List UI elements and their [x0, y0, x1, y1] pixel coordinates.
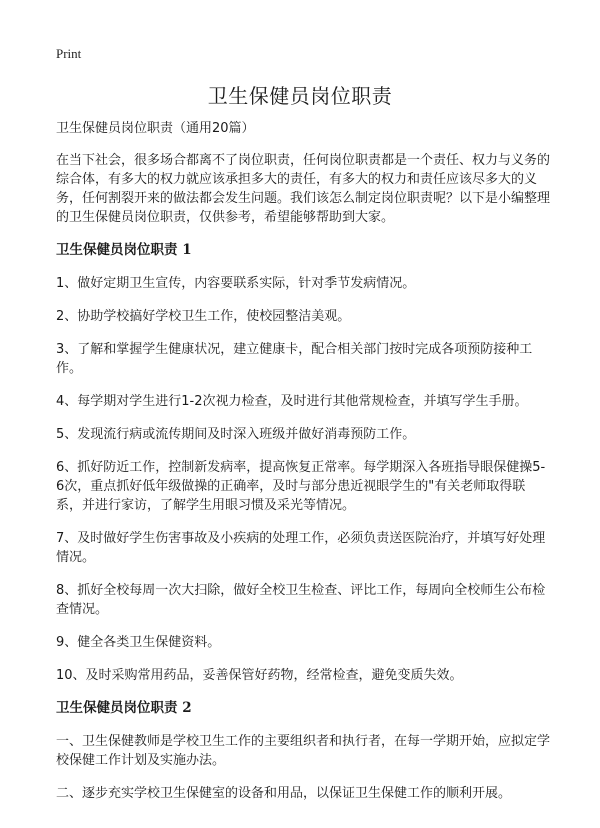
- list-item: 10、及时采购常用药品，妥善保管好药物，经常检查，避免变质失效。: [56, 668, 463, 683]
- section-2: [56, 699, 550, 803]
- section-heading: 卫生保健员岗位职责 2: [56, 700, 192, 716]
- list-item: 9、健全各类卫生保健资料。: [56, 635, 221, 650]
- document-body: [56, 119, 550, 817]
- list-item: 1、做好定期卫生宣传，内容要联系实际，针对季节发病情况。: [56, 276, 416, 291]
- page-title: 卫生保健员岗位职责: [207, 84, 393, 108]
- document-subtitle: 卫生保健员岗位职责（通用20篇）: [56, 121, 255, 136]
- section-heading: 卫生保健员岗位职责 1: [56, 242, 192, 258]
- list-item: 2、协助学校搞好学校卫生工作，使校园整洁美观。: [56, 309, 351, 324]
- print-link[interactable]: Print: [56, 46, 82, 61]
- list-item: 7、及时做好学生伤害事故及小疾病的处理工作，必须负责送医院治疗，并填写好处理情况。: [56, 531, 546, 565]
- list-item: 8、抓好全校每周一次大扫除，做好全校卫生检查、评比工作，每周向全校师生公布检查情况。: [56, 583, 546, 617]
- list-item: 4、每学期对学生进行1-2次视力检查，及时进行其他常规检查，并填写学生手册。: [56, 394, 528, 409]
- list-item: 一、卫生保健教师是学校卫生工作的主要组织者和执行者，在每一学期开始，应拟定学校保健工作计划及实施办法。: [56, 734, 551, 768]
- section-1: [56, 241, 550, 685]
- list-item: 二、逐步充实学校卫生保健室的设备和用品，以保证卫生保健工作的顺利开展。: [56, 786, 512, 801]
- list-item: 5、发现流行病或流传期间及时深入班级并做好消毒预防工作。: [56, 427, 416, 442]
- list-item: 3、了解和掌握学生健康状况，建立健康卡，配合相关部门按时完成各项预防接种工作。: [56, 342, 533, 376]
- list-item: 6、抓好防近工作，控制新发病率，提高恢复正常率。每学期深入各班指导眼保健操5-6次，重点抓好低年级做操的正确率，及时与部分患近视眼学生的"有关老师取得联系，并进行家访，了解学生用眼习惯及采光等情况。: [56, 460, 546, 513]
- intro-paragraph: 在当下社会，很多场合都离不了岗位职责，任何岗位职责都是一个责任、权力与义务的综合体，有多大的权力就应该承担多大的责任，有多大的权力和责任应该尽多大的义务，任何割裂开来的做法都会发生问题。我们该怎么制定岗位职责呢？以下是小编整理的卫生保健员岗位职责，仅供参考，希望能够帮助到大家。: [56, 153, 551, 225]
